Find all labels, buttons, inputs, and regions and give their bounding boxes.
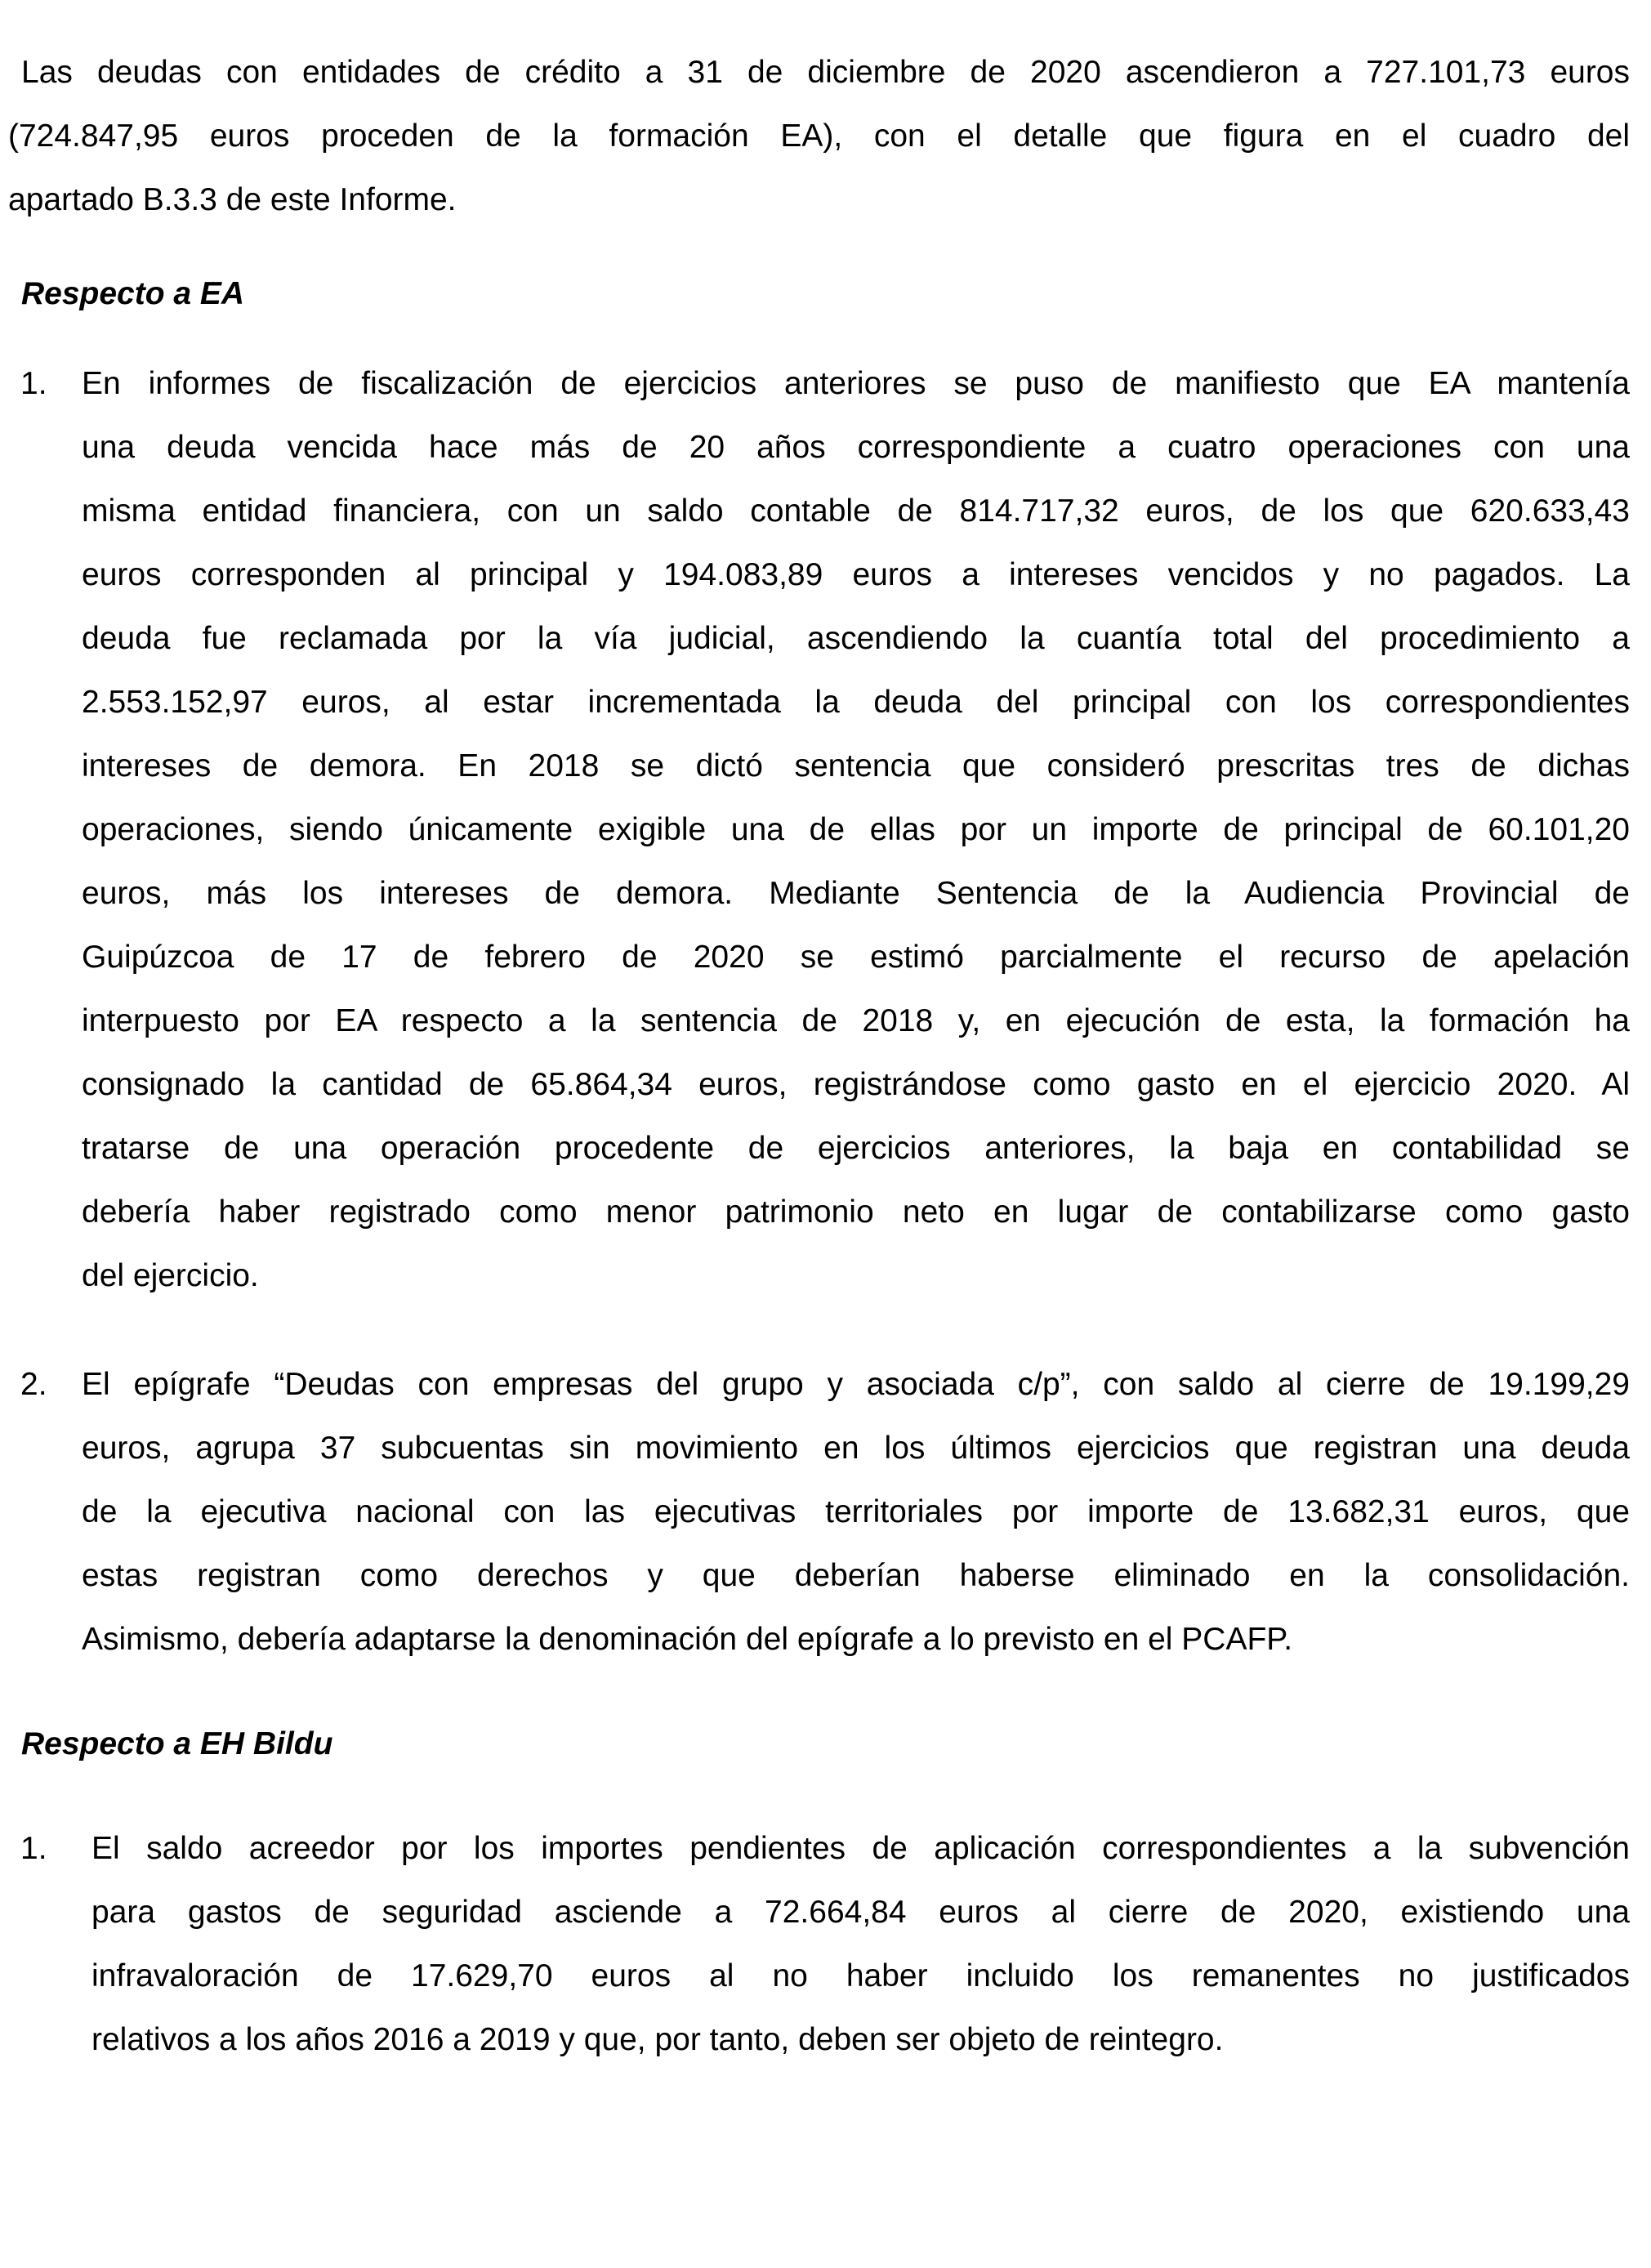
list-item-eh-bildu-1 (8, 1817, 1630, 2072)
list-item-number: 1. (20, 1831, 47, 1866)
list-item-text (82, 352, 1630, 1308)
section-heading-eh-bildu: Respecto a EH Bildu (21, 1726, 333, 1761)
text-line: (724.847,95 euros proceden de la formación EA), con el detalle que figura en el cuadro del (8, 118, 1630, 154)
text-line: interpuesto por EA respecto a la sentencia de 2018 y, en ejecución de esta, la formación ha (82, 1003, 1630, 1038)
list-item-number: 2. (20, 1367, 47, 1402)
section-heading-ea: Respecto a EA (21, 276, 245, 311)
text-line: intereses de demora. En 2018 se dictó sentencia que consideró prescritas tres de dichas (82, 748, 1630, 784)
text-line: para gastos de seguridad asciende a 72.664,84 euros al cierre de 2020, existiendo una (91, 1895, 1630, 1930)
intro-paragraph (8, 41, 1630, 232)
text-line: infravaloración de 17.629,70 euros al no haber incluido los remanentes no justificados (91, 1958, 1630, 1993)
text-line: En informes de fiscalización de ejercicios anteriores se puso de manifiesto que EA mantenía (82, 366, 1630, 401)
text-line: deuda fue reclamada por la vía judicial, ascendiendo la cuantía total del procedimiento a (82, 621, 1630, 656)
text-line: operaciones, siendo únicamente exigible una de ellas por un importe de principal de 60.101,20 (82, 812, 1630, 847)
text-line: estas registran como derechos y que deberían haberse eliminado en la consolidación. (82, 1558, 1630, 1593)
text-line: Las deudas con entidades de crédito a 31 de diciembre de 2020 ascendieron a 727.101,73 euros (21, 55, 1630, 90)
text-line: debería haber registrado como menor patrimonio neto en lugar de contabilizarse como gasto (82, 1194, 1630, 1230)
text-line: misma entidad financiera, con un saldo contable de 814.717,32 euros, de los que 620.633,43 (82, 493, 1630, 529)
text-line: tratarse de una operación procedente de ejercicios anteriores, la baja en contabilidad se (82, 1131, 1630, 1166)
text-line: apartado B.3.3 de este Informe. (8, 182, 457, 217)
text-line: El saldo acreedor por los importes pendientes de aplicación correspondientes a la subvención (91, 1831, 1630, 1866)
text-line: Guipúzcoa de 17 de febrero de 2020 se estimó parcialmente el recurso de apelación (82, 940, 1630, 975)
list-item-number: 1. (20, 366, 47, 401)
list-item-ea-2 (8, 1353, 1630, 1672)
text-line: de la ejecutiva nacional con las ejecutivas territoriales por importe de 13.682,31 euros, que (82, 1494, 1630, 1529)
text-line: Asimismo, debería adaptarse la denominación del epígrafe a lo previsto en el PCAFP. (82, 1622, 1293, 1657)
list-item-ea-1 (8, 352, 1630, 1308)
text-line: euros, más los intereses de demora. Mediante Sentencia de la Audiencia Provincial de (82, 876, 1630, 911)
text-line: euros corresponden al principal y 194.083,89 euros a intereses vencidos y no pagados. La (82, 557, 1630, 592)
text-line: relativos a los años 2016 a 2019 y que, por tanto, deben ser objeto de reintegro. (91, 2022, 1224, 2057)
list-item-text (82, 1353, 1630, 1672)
text-line: El epígrafe “Deudas con empresas del grupo y asociada c/p”, con saldo al cierre de 19.199,29 (82, 1367, 1630, 1402)
text-line: una deuda vencida hace más de 20 años correspondiente a cuatro operaciones con una (82, 430, 1630, 465)
text-line: del ejercicio. (82, 1258, 259, 1293)
text-line: consignado la cantidad de 65.864,34 euros, registrándose como gasto en el ejercicio 2020. Al (82, 1067, 1630, 1102)
text-line: 2.553.152,97 euros, al estar incrementada la deuda del principal con los correspondientes (82, 685, 1630, 720)
list-item-text (91, 1817, 1630, 2072)
text-line: euros, agrupa 37 subcuentas sin movimiento en los últimos ejercicios que registran una deuda (82, 1431, 1630, 1466)
